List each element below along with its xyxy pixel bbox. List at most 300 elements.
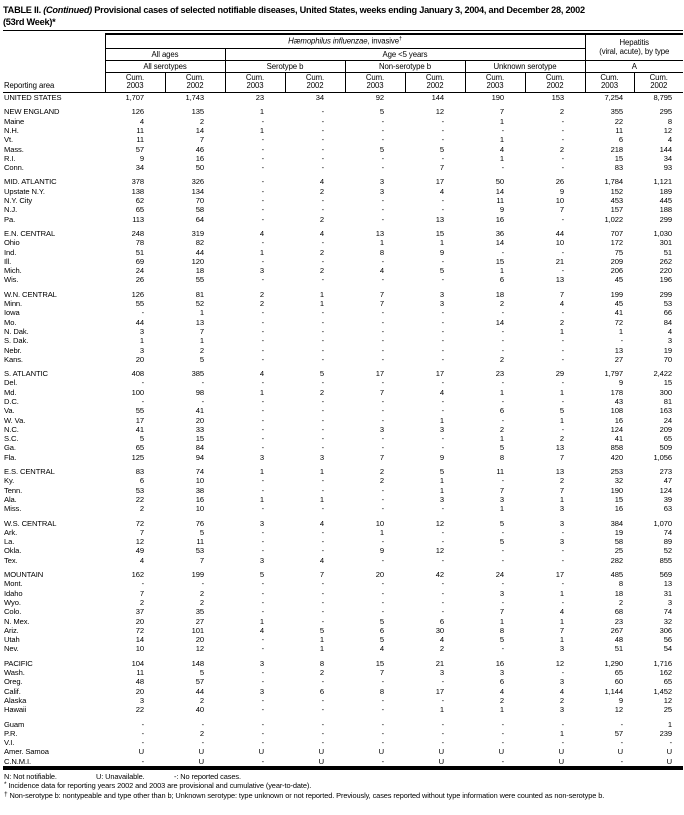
value-cell: 124 <box>659 485 673 495</box>
row-label: Upstate N.Y. <box>4 186 45 196</box>
value-cell: 24 <box>663 415 673 425</box>
hepatitis-group-header <box>585 34 683 60</box>
table-row <box>3 308 683 317</box>
value-cell: 41 <box>195 406 204 416</box>
value-cell: 3 <box>439 668 444 678</box>
value-cell: 72 <box>614 317 623 327</box>
value-cell: 3 <box>259 266 264 276</box>
value-cell: 9 <box>139 153 144 163</box>
value-cell: 50 <box>195 163 204 173</box>
table-row <box>3 327 683 336</box>
value-cell: 1 <box>319 494 324 504</box>
value-cell: 12 <box>663 125 673 135</box>
value-cell: - <box>441 537 444 547</box>
value-cell: 408 <box>131 369 144 379</box>
value-cell: - <box>321 695 324 705</box>
value-cell: 1 <box>499 116 504 126</box>
value-cell: 1 <box>618 326 623 336</box>
value-cell: 3 <box>559 518 564 528</box>
value-cell: - <box>441 738 444 748</box>
value-cell: 13 <box>555 467 564 477</box>
row-label: Iowa <box>4 308 20 318</box>
value-cell: - <box>141 719 144 729</box>
value-cell: - <box>561 125 564 135</box>
value-cell: 1 <box>259 107 264 117</box>
value-cell: - <box>321 434 324 444</box>
row-label: Fla. <box>4 452 17 462</box>
value-cell: - <box>501 555 504 565</box>
row-label: Nebr. <box>4 345 22 355</box>
value-cell: 65 <box>663 434 673 444</box>
row-label: Maine <box>4 116 25 126</box>
value-cell: 3 <box>439 289 444 299</box>
value-cell: - <box>561 354 564 364</box>
value-cell: 10 <box>555 238 564 248</box>
table-row <box>3 747 683 756</box>
value-cell: 1 <box>439 485 444 495</box>
table-row <box>3 607 683 616</box>
value-cell: - <box>381 125 384 135</box>
value-cell: 22 <box>135 494 144 504</box>
value-cell: - <box>381 397 384 406</box>
value-cell: 7 <box>559 205 564 215</box>
value-cell: 2 <box>199 588 204 598</box>
value-cell: - <box>261 424 264 434</box>
value-cell: 25 <box>663 705 673 715</box>
value-cell: 858 <box>610 443 623 453</box>
value-cell: - <box>321 728 324 738</box>
row-label: Md. <box>4 387 17 397</box>
value-cell: 22 <box>135 705 144 715</box>
value-cell: 2,422 <box>653 369 673 379</box>
value-cell: 206 <box>610 266 623 276</box>
value-cell: - <box>321 719 324 729</box>
table-row <box>3 570 683 579</box>
value-cell: 12 <box>663 695 673 705</box>
row-label: Hawaii <box>4 705 27 715</box>
value-cell: - <box>321 415 324 425</box>
value-cell: 37 <box>135 607 144 617</box>
value-cell: 445 <box>659 196 673 206</box>
table-row <box>3 453 683 462</box>
value-cell: - <box>141 738 144 748</box>
value-cell: 63 <box>663 504 673 514</box>
value-cell: - <box>381 415 384 425</box>
value-cell: 282 <box>610 555 623 565</box>
table-row <box>3 187 683 196</box>
table-row <box>3 720 683 729</box>
value-cell: 16 <box>495 658 504 668</box>
row-label: Calif. <box>4 686 21 696</box>
table-body <box>3 93 683 768</box>
value-cell: 4 <box>559 299 564 309</box>
value-cell: 7 <box>379 387 384 397</box>
value-cell: 378 <box>131 177 144 187</box>
value-cell: - <box>381 695 384 705</box>
hi-group-header: Hæmophilus influenzae, invasive† <box>105 34 585 48</box>
value-cell: 29 <box>555 369 564 379</box>
value-cell: 384 <box>610 518 623 528</box>
value-cell: 31 <box>663 588 673 598</box>
value-cell: 24 <box>495 570 504 580</box>
cum-2003-header: Cum. 2003 <box>225 72 285 93</box>
value-cell: 44 <box>195 686 204 696</box>
value-cell: - <box>321 116 324 126</box>
value-cell: 1,121 <box>653 177 673 187</box>
value-cell: 48 <box>614 635 623 645</box>
value-cell: 4 <box>259 369 264 379</box>
value-cell: 3 <box>139 345 144 355</box>
value-cell: - <box>321 485 324 495</box>
value-cell: - <box>201 719 204 729</box>
value-cell: 4 <box>439 635 444 645</box>
table-row <box>3 617 683 626</box>
value-cell: 74 <box>663 607 673 617</box>
value-cell: - <box>201 738 204 748</box>
value-cell: 6 <box>499 275 504 285</box>
value-cell: 1 <box>439 705 444 715</box>
cum-2003-header: Cum. 2003 <box>585 72 634 93</box>
value-cell: - <box>561 579 564 589</box>
value-cell: 144 <box>659 144 673 154</box>
value-cell: - <box>441 527 444 537</box>
table-row <box>3 336 683 345</box>
value-cell: - <box>561 738 564 748</box>
value-cell: 4 <box>319 228 324 238</box>
value-cell: - <box>261 345 264 355</box>
value-cell: 14 <box>495 186 504 196</box>
value-cell: - <box>561 719 564 729</box>
value-cell: 2 <box>559 476 564 486</box>
table-row <box>3 163 683 172</box>
value-cell: 40 <box>195 705 204 715</box>
row-label: PACIFIC <box>4 658 33 668</box>
value-cell: 60 <box>614 677 623 687</box>
value-cell: 125 <box>131 452 144 462</box>
value-cell: 9 <box>559 186 564 196</box>
value-cell: 3 <box>559 644 564 654</box>
value-cell: 75 <box>614 247 623 257</box>
table-row <box>3 635 683 644</box>
value-cell: - <box>441 354 444 364</box>
value-cell: - <box>501 125 504 135</box>
value-cell: 1 <box>439 415 444 425</box>
value-cell: - <box>321 705 324 715</box>
value-cell: - <box>261 153 264 163</box>
value-cell: U <box>558 747 564 757</box>
table-row <box>3 556 683 565</box>
value-cell: 65 <box>135 205 144 215</box>
value-cell: 23 <box>255 93 264 103</box>
value-cell: 65 <box>135 443 144 453</box>
value-cell: 55 <box>195 275 204 285</box>
value-cell: 1 <box>319 635 324 645</box>
value-cell: - <box>261 214 264 224</box>
table-row <box>3 107 683 116</box>
value-cell: 9 <box>439 452 444 462</box>
value-cell: 3 <box>259 686 264 696</box>
value-cell: 10 <box>195 504 204 514</box>
value-cell: 163 <box>659 406 673 416</box>
value-cell: 81 <box>663 397 673 406</box>
value-cell: 7 <box>559 625 564 635</box>
row-label: P.R. <box>4 728 18 738</box>
value-cell: 26 <box>135 275 144 285</box>
value-cell: 326 <box>191 177 204 187</box>
value-cell: 3 <box>259 518 264 528</box>
value-cell: - <box>501 476 504 486</box>
serotype-b-header: Serotype b <box>225 60 345 72</box>
value-cell: 267 <box>610 625 623 635</box>
table-row <box>3 705 683 714</box>
value-cell: 4 <box>139 116 144 126</box>
row-label: Amer. Samoa <box>4 747 49 757</box>
table-row <box>3 196 683 205</box>
row-label: N.H. <box>4 125 19 135</box>
value-cell: 11 <box>496 196 504 206</box>
value-cell: - <box>561 247 564 257</box>
value-cell: 2 <box>559 317 564 327</box>
value-cell: 5 <box>499 635 504 645</box>
value-cell: 5 <box>379 616 384 626</box>
value-cell: 12 <box>614 705 623 715</box>
value-cell: 57 <box>195 677 204 687</box>
value-cell: 23 <box>495 369 504 379</box>
value-cell: 24 <box>135 266 144 276</box>
value-cell: - <box>441 125 444 135</box>
table-row <box>3 644 683 653</box>
value-cell: 1 <box>559 588 564 598</box>
row-label: Kans. <box>4 354 23 364</box>
value-cell: - <box>381 434 384 444</box>
value-cell: 3 <box>259 555 264 565</box>
value-cell: - <box>441 677 444 687</box>
value-cell: 34 <box>663 153 673 163</box>
value-cell: 9 <box>439 247 444 257</box>
all-ages-header: All ages <box>105 48 225 60</box>
value-cell: 1,452 <box>653 686 673 696</box>
value-cell: - <box>321 397 324 406</box>
symbol-legend <box>4 772 681 781</box>
value-cell: - <box>669 738 673 748</box>
value-cell: - <box>261 546 264 556</box>
value-cell: 4 <box>319 518 324 528</box>
value-cell: 52 <box>663 546 673 556</box>
value-cell: 76 <box>195 518 204 528</box>
value-cell: 7 <box>379 452 384 462</box>
value-cell: - <box>261 695 264 705</box>
table-row <box>3 238 683 247</box>
value-cell: - <box>261 177 264 187</box>
row-label: N.C. <box>4 424 19 434</box>
value-cell: - <box>381 443 384 453</box>
value-cell: 1 <box>499 387 504 397</box>
value-cell: 5 <box>259 570 264 580</box>
value-cell: 65 <box>663 677 673 687</box>
value-cell: - <box>321 677 324 687</box>
value-cell: - <box>561 345 564 355</box>
value-cell: 1 <box>319 299 324 309</box>
value-cell: 94 <box>195 452 204 462</box>
value-cell: - <box>441 336 444 346</box>
row-label: Okla. <box>4 546 22 556</box>
value-cell: - <box>141 378 144 388</box>
value-cell: 1 <box>559 387 564 397</box>
value-cell: 7 <box>499 107 504 117</box>
value-cell: - <box>441 434 444 444</box>
row-label: Nev. <box>4 644 19 654</box>
value-cell: - <box>501 163 504 173</box>
value-cell: 453 <box>610 196 623 206</box>
value-cell: 46 <box>195 144 204 154</box>
value-cell: - <box>261 336 264 346</box>
all-serotypes-header: All serotypes <box>105 60 225 72</box>
value-cell: 190 <box>610 485 623 495</box>
value-cell: U <box>318 747 324 757</box>
cum-2003-header: Cum. 2003 <box>345 72 405 93</box>
value-cell: - <box>261 186 264 196</box>
value-cell: 2 <box>139 504 144 514</box>
row-label: V.I. <box>4 738 15 748</box>
header-row-serotype <box>3 60 683 72</box>
value-cell: 55 <box>135 406 144 416</box>
value-cell: 84 <box>663 317 673 327</box>
row-label: Conn. <box>4 163 24 173</box>
value-cell: 420 <box>610 452 623 462</box>
table-row <box>3 355 683 364</box>
value-cell: - <box>381 537 384 547</box>
value-cell: 53 <box>663 299 673 309</box>
value-cell: 89 <box>663 537 673 547</box>
value-cell: - <box>321 153 324 163</box>
value-cell: 1 <box>559 326 564 336</box>
table-row <box>3 434 683 443</box>
value-cell: 1 <box>259 387 264 397</box>
value-cell: U <box>498 747 504 757</box>
value-cell: 7 <box>559 289 564 299</box>
value-cell: 20 <box>135 616 144 626</box>
value-cell: 38 <box>195 485 204 495</box>
value-cell: 1 <box>259 247 264 257</box>
value-cell: 12 <box>435 107 444 117</box>
value-cell: U <box>198 747 204 757</box>
cum-2002-header: Cum. 2002 <box>634 72 683 93</box>
value-cell: 14 <box>495 317 504 327</box>
value-cell: - <box>441 345 444 355</box>
value-cell: - <box>261 144 264 154</box>
value-cell: 1 <box>499 616 504 626</box>
value-cell: - <box>441 406 444 416</box>
value-cell: 54 <box>663 644 673 654</box>
value-cell: 19 <box>614 527 623 537</box>
table-row <box>3 275 683 284</box>
value-cell: - <box>381 588 384 598</box>
value-cell: 3 <box>259 452 264 462</box>
value-cell: 1 <box>199 308 204 318</box>
value-cell: 1,030 <box>653 228 673 238</box>
value-cell: 144 <box>431 93 444 103</box>
cum-2003-header: Cum. 2003 <box>105 72 165 93</box>
value-cell: - <box>261 434 264 444</box>
value-cell: 25 <box>614 546 623 556</box>
value-cell: 16 <box>195 153 204 163</box>
value-cell: - <box>261 677 264 687</box>
value-cell: - <box>381 607 384 617</box>
value-cell: 83 <box>135 467 144 477</box>
value-cell: 188 <box>659 205 673 215</box>
value-cell: 218 <box>610 144 623 154</box>
value-cell: - <box>261 326 264 336</box>
value-cell: 199 <box>610 289 623 299</box>
value-cell: U <box>198 756 204 766</box>
value-cell: - <box>261 397 264 406</box>
value-cell: - <box>381 275 384 285</box>
row-label: Ohio <box>4 238 20 248</box>
value-cell: 16 <box>495 214 504 224</box>
hepatitis-header-line1: Hepatitis <box>619 37 649 47</box>
value-cell: 8 <box>379 247 384 257</box>
value-cell: 13 <box>614 345 623 355</box>
value-cell: - <box>321 588 324 598</box>
value-cell: 855 <box>659 555 673 565</box>
row-label: Alaska <box>4 695 27 705</box>
table-row <box>3 378 683 387</box>
value-cell: 485 <box>610 570 623 580</box>
value-cell: 2 <box>199 597 204 607</box>
value-cell: - <box>381 738 384 748</box>
value-cell: 1 <box>439 476 444 486</box>
value-cell: 3 <box>139 695 144 705</box>
value-cell: - <box>561 597 564 607</box>
value-cell: 3 <box>499 494 504 504</box>
value-cell: 134 <box>191 186 204 196</box>
value-cell: 10 <box>195 476 204 486</box>
table-row <box>3 416 683 425</box>
value-cell: 4 <box>319 555 324 565</box>
value-cell: 262 <box>659 256 673 266</box>
value-cell: 4 <box>439 186 444 196</box>
value-cell: 8 <box>319 658 324 668</box>
value-cell: - <box>381 163 384 173</box>
value-cell: 3 <box>559 705 564 715</box>
value-cell: 13 <box>435 214 444 224</box>
row-label: La. <box>4 537 15 547</box>
value-cell: 300 <box>659 387 673 397</box>
value-cell: 51 <box>614 644 623 654</box>
value-cell: - <box>561 668 564 678</box>
row-label: Ala. <box>4 494 17 504</box>
value-cell: - <box>321 546 324 556</box>
value-cell: - <box>381 485 384 495</box>
value-cell: 7 <box>199 326 204 336</box>
value-cell: - <box>261 504 264 514</box>
value-cell: - <box>321 205 324 215</box>
value-cell: - <box>501 738 504 748</box>
value-cell: 7 <box>559 485 564 495</box>
value-cell: 2 <box>319 266 324 276</box>
value-cell: 8 <box>618 579 623 589</box>
value-cell: 39 <box>663 494 673 504</box>
value-cell: - <box>261 415 264 425</box>
value-cell: 3 <box>259 658 264 668</box>
unknown-serotype-header: Unknown serotype <box>465 60 585 72</box>
value-cell: - <box>261 378 264 388</box>
value-cell: - <box>321 476 324 486</box>
value-cell: - <box>441 326 444 336</box>
row-label: Ind. <box>4 247 17 257</box>
value-cell: 3 <box>379 424 384 434</box>
value-cell: 12 <box>135 537 144 547</box>
